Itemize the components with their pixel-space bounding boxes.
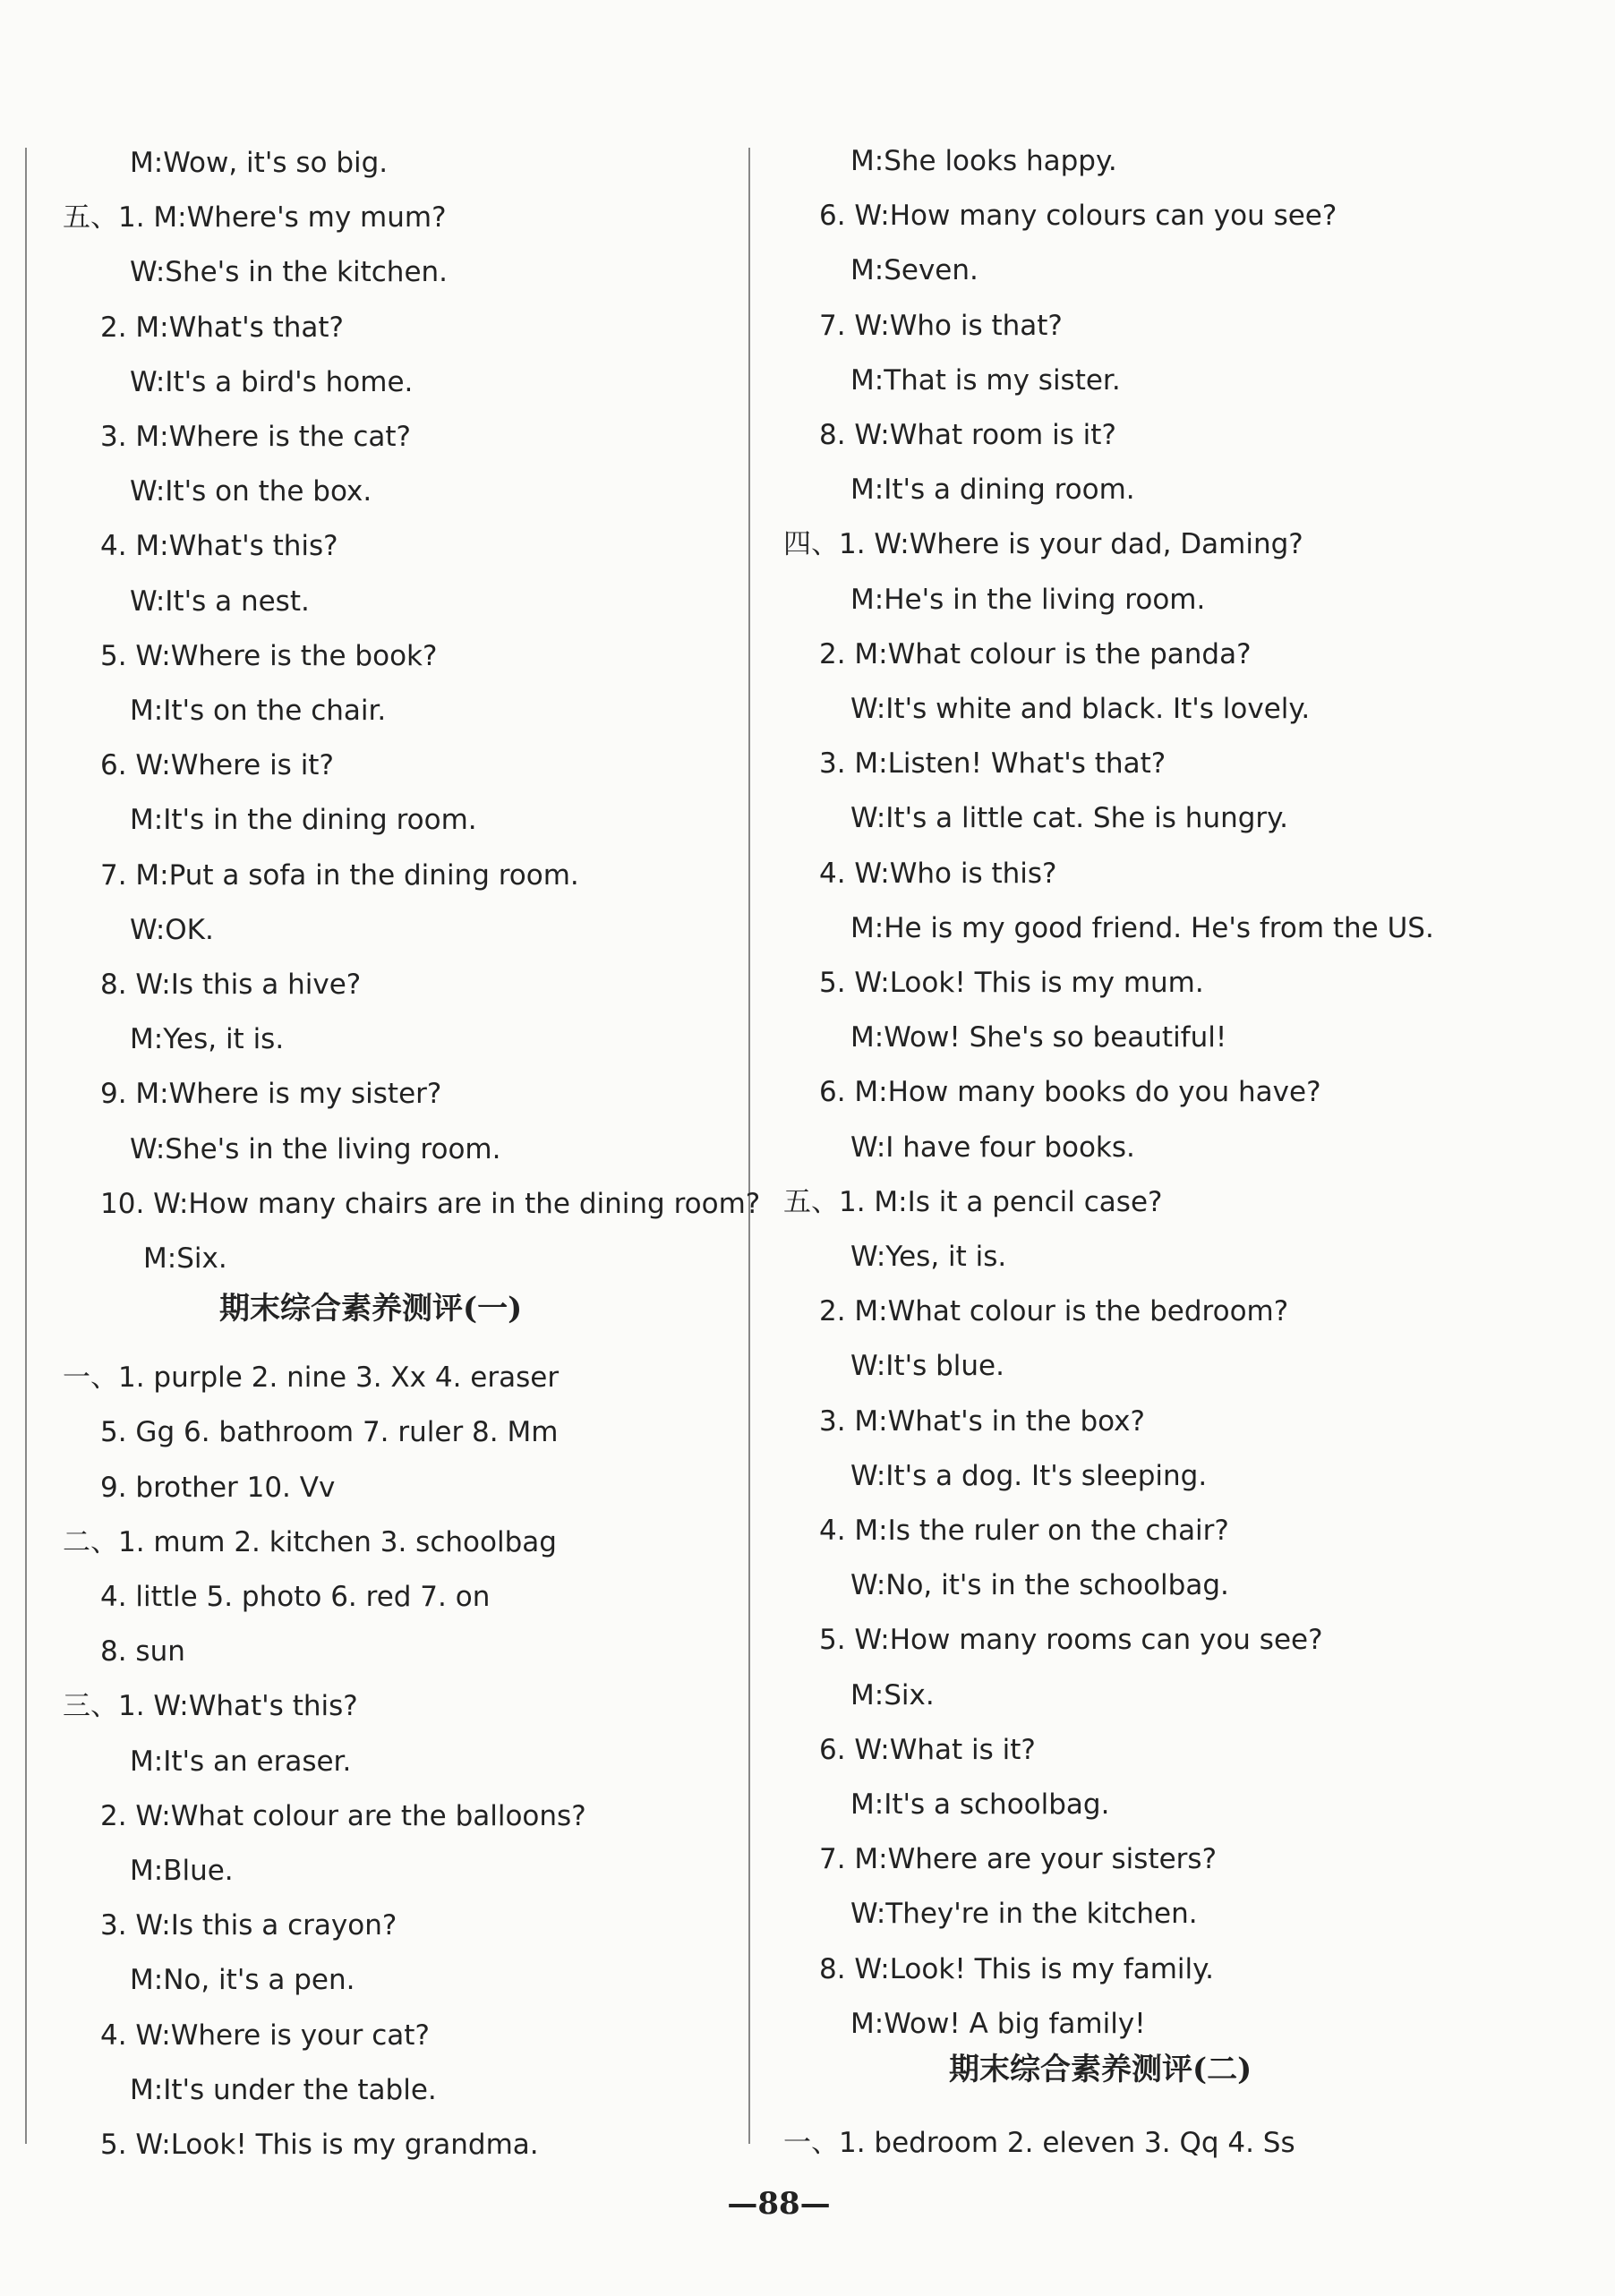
answer-line: 3. M:Where is the cat? <box>100 421 411 453</box>
answer-line: 4. M:Is the ruler on the chair? <box>819 1515 1229 1547</box>
answer-line: M:Yes, it is. <box>130 1023 285 1056</box>
answer-line: 5. W:Look! This is my grandma. <box>100 2129 539 2161</box>
answer-line: 4. W:Where is your cat? <box>100 2019 430 2052</box>
answer-line: 五、1. M:Where's my mum? <box>63 201 447 235</box>
answer-line: 一、1. purple 2. nine 3. Xx 4. eraser <box>63 1361 560 1395</box>
answer-line: 5. W:Look! This is my mum. <box>819 967 1204 999</box>
answer-line: 8. W:Look! This is my family. <box>819 1952 1214 1985</box>
answer-line: 4. W:Who is this? <box>819 857 1057 890</box>
answer-line: M:It's a dining room. <box>850 474 1135 507</box>
answer-line: M:Blue. <box>130 1855 234 1887</box>
answer-line: M:He's in the living room. <box>850 583 1206 616</box>
answer-line: 8. sun <box>100 1635 185 1669</box>
answer-line: 4. M:What's this? <box>100 530 338 563</box>
answer-line: W:It's a little cat. She is hungry. <box>850 802 1288 835</box>
answer-line: W:It's a nest. <box>130 585 310 618</box>
answer-line: 6. W:What is it? <box>819 1733 1036 1766</box>
answer-line: W:It's white and black. It's lovely. <box>850 693 1311 725</box>
section-title-final-test-1: 期末综合素养测评(一) <box>219 1291 523 1327</box>
answer-line: M:Six. <box>143 1242 227 1275</box>
answer-line: W:OK. <box>130 913 214 946</box>
answer-line: W:It's a dog. It's sleeping. <box>850 1459 1208 1492</box>
answer-line: 4. little 5. photo 6. red 7. on <box>100 1581 491 1613</box>
answer-line: 2. W:What colour are the balloons? <box>100 1799 586 1832</box>
answer-line: W:It's on the box. <box>130 475 372 508</box>
answer-line: 6. M:How many books do you have? <box>819 1076 1321 1109</box>
answer-line: 6. W:Where is it? <box>100 749 334 782</box>
answer-line: 2. M:What colour is the panda? <box>819 637 1252 670</box>
answer-line: 8. W:Is this a hive? <box>100 969 362 1001</box>
answer-line: M:It's under the table. <box>130 2073 437 2106</box>
answer-line: M:Wow, it's so big. <box>130 147 389 179</box>
answer-line: 2. M:What's that? <box>100 311 345 344</box>
answer-line: 7. W:Who is that? <box>819 309 1063 342</box>
answer-line: 8. W:What room is it? <box>819 419 1116 451</box>
answer-line: 二、1. mum 2. kitchen 3. schoolbag <box>63 1525 557 1558</box>
answer-line: W:She's in the living room. <box>130 1132 501 1165</box>
answer-line: M:No, it's a pen. <box>130 1964 355 1997</box>
answer-line: W:No, it's in the schoolbag. <box>850 1569 1229 1602</box>
answer-line: 五、1. M:Is it a pencil case? <box>783 1185 1163 1218</box>
answer-line: 5. W:Where is the book? <box>100 639 438 672</box>
answer-line: 一、1. bedroom 2. eleven 3. Qq 4. Ss <box>783 2127 1295 2159</box>
answer-line: M:It's in the dining room. <box>130 804 477 837</box>
answer-line: W:She's in the kitchen. <box>130 256 449 289</box>
answer-line: W:I have four books. <box>850 1131 1135 1164</box>
answer-line: M:Wow! She's so beautiful! <box>850 1021 1227 1054</box>
answer-line: M:She looks happy. <box>850 145 1117 177</box>
answer-line: 3. W:Is this a crayon? <box>100 1909 397 1942</box>
answer-line: 3. M:What's in the box? <box>819 1404 1145 1438</box>
answer-line: W:They're in the kitchen. <box>850 1898 1198 1931</box>
answer-line: 6. W:How many colours can you see? <box>819 200 1337 233</box>
column-divider <box>748 148 750 2144</box>
answer-line: 5. Gg 6. bathroom 7. ruler 8. Mm <box>100 1416 559 1449</box>
answer-line: 2. M:What colour is the bedroom? <box>819 1295 1289 1328</box>
answer-line: M:It's an eraser. <box>130 1745 352 1778</box>
answer-line: 9. brother 10. Vv <box>100 1471 336 1504</box>
answer-line: 7. M:Where are your sisters? <box>819 1843 1218 1876</box>
answer-line: 3. M:Listen! What's that? <box>819 747 1166 781</box>
answer-line: M:Six. <box>850 1678 935 1711</box>
answer-line: 7. M:Put a sofa in the dining room. <box>100 858 579 892</box>
answer-line: W:Yes, it is. <box>850 1241 1007 1273</box>
answer-line: 四、1. W:Where is your dad, Daming? <box>783 528 1303 561</box>
page-number: —88— <box>727 2186 831 2222</box>
answer-line: M:It's on the chair. <box>130 695 387 727</box>
answer-line: 9. M:Where is my sister? <box>100 1078 442 1111</box>
answer-line: M:It's a schoolbag. <box>850 1788 1110 1821</box>
answer-line: M:That is my sister. <box>850 363 1121 397</box>
answer-line: W:It's blue. <box>850 1350 1004 1383</box>
answer-line: 5. W:How many rooms can you see? <box>819 1624 1323 1657</box>
section-title-final-test-2: 期末综合素养测评(二) <box>949 2052 1252 2087</box>
answer-line: M:Wow! A big family! <box>850 2007 1146 2040</box>
answer-line: M:Seven. <box>850 254 978 287</box>
answer-line: M:He is my good friend. He's from the US. <box>850 911 1434 944</box>
left-margin-rule <box>25 148 27 2144</box>
answer-line: 三、1. W:What's this? <box>63 1690 358 1723</box>
answer-line: 10. W:How many chairs are in the dining room? <box>100 1187 761 1220</box>
answer-line: W:It's a bird's home. <box>130 365 414 398</box>
